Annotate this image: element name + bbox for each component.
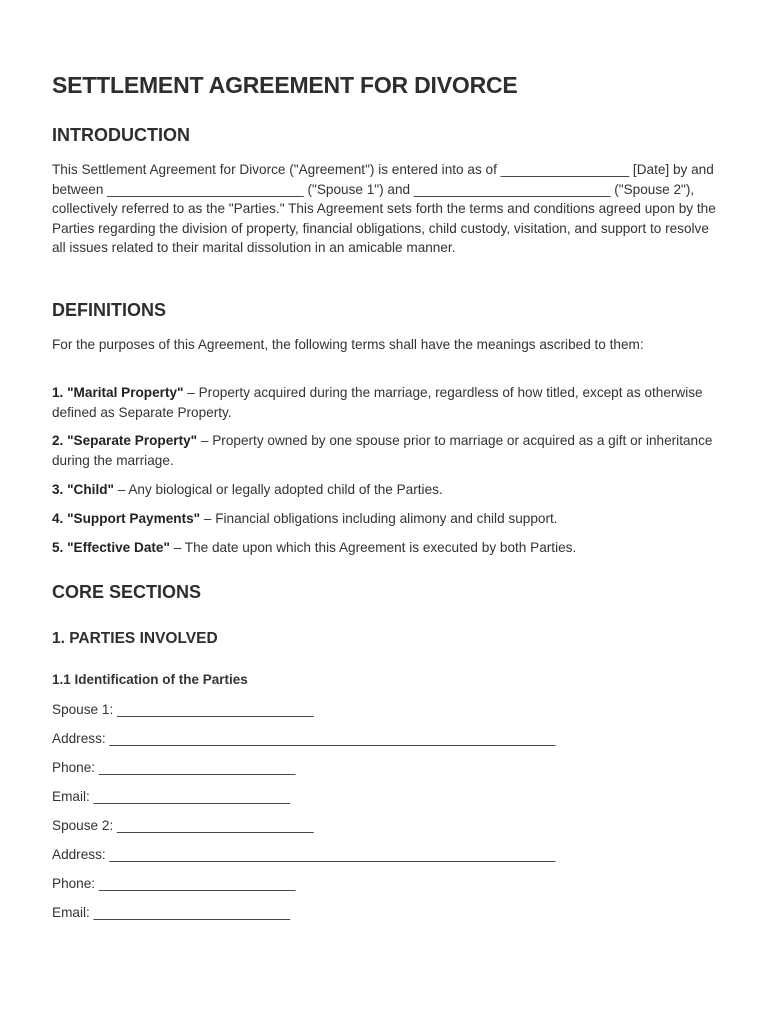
- definition-text: – Financial obligations including alimony and child support.: [200, 511, 558, 526]
- definition-term: 4. "Support Payments": [52, 511, 201, 526]
- definition-text: – Property acquired during the marriage, regardless of how titled, except as otherwise defined as Separate Property.: [52, 385, 703, 420]
- definition-term: 2. "Separate Property": [52, 433, 198, 448]
- definitions-intro: For the purposes of this Agreement, the following terms shall have the meanings ascribed to them:: [52, 337, 644, 352]
- definition-text: – Any biological or legally adopted child of the Parties.: [113, 482, 443, 497]
- definition-text: – The date upon which this Agreement is executed by both Parties.: [169, 540, 577, 555]
- definition-item: [52, 509, 722, 529]
- definition-item: [52, 431, 722, 470]
- spouse1-email-field: Email: __________________________: [52, 789, 291, 804]
- definition-item: [52, 383, 722, 422]
- spouse2-name-field: Spouse 2: __________________________: [52, 818, 314, 833]
- core-sections-heading: CORE SECTIONS: [52, 582, 202, 602]
- spouse2-phone-field: Phone: __________________________: [52, 876, 296, 891]
- introduction-heading: INTRODUCTION: [52, 125, 190, 145]
- spouse2-email-field: Email: __________________________: [52, 905, 291, 920]
- document-title: SETTLEMENT AGREEMENT FOR DIVORCE: [52, 72, 518, 98]
- definition-text: – Property owned by one spouse prior to marriage or acquired as a gift or inheritance during the marriage.: [52, 433, 713, 468]
- identification-subheading: 1.1 Identification of the Parties: [52, 672, 248, 687]
- spouse1-address-field: Address: ___________________________________________________________: [52, 731, 556, 746]
- introduction-paragraph: This Settlement Agreement for Divorce ("Agreement") is entered into as of _________________ [Date] by and between __________________________ ("Spouse 1") and __________________________ ("Spouse 2"), collectively referred to as the "Parties." This Agreement sets forth the terms and conditions agreed upon by the Parties regarding the division of property, financial obligations, child custody, visitation, and support to resolve all issues related to their marital dissolution in an amicable manner.: [52, 162, 716, 255]
- definition-term: 1. "Marital Property": [52, 385, 184, 400]
- definitions-heading: DEFINITIONS: [52, 300, 167, 320]
- definition-term: 5. "Effective Date": [52, 540, 170, 555]
- spouse1-name-field: Spouse 1: __________________________: [52, 702, 314, 717]
- spouse2-address-field: Address: ___________________________________________________________: [52, 847, 556, 862]
- parties-involved-heading: 1. PARTIES INVOLVED: [52, 630, 218, 647]
- definition-item: [52, 480, 722, 500]
- spouse1-phone-field: Phone: __________________________: [52, 760, 296, 775]
- definition-item: [52, 538, 722, 558]
- definition-term: 3. "Child": [52, 482, 114, 497]
